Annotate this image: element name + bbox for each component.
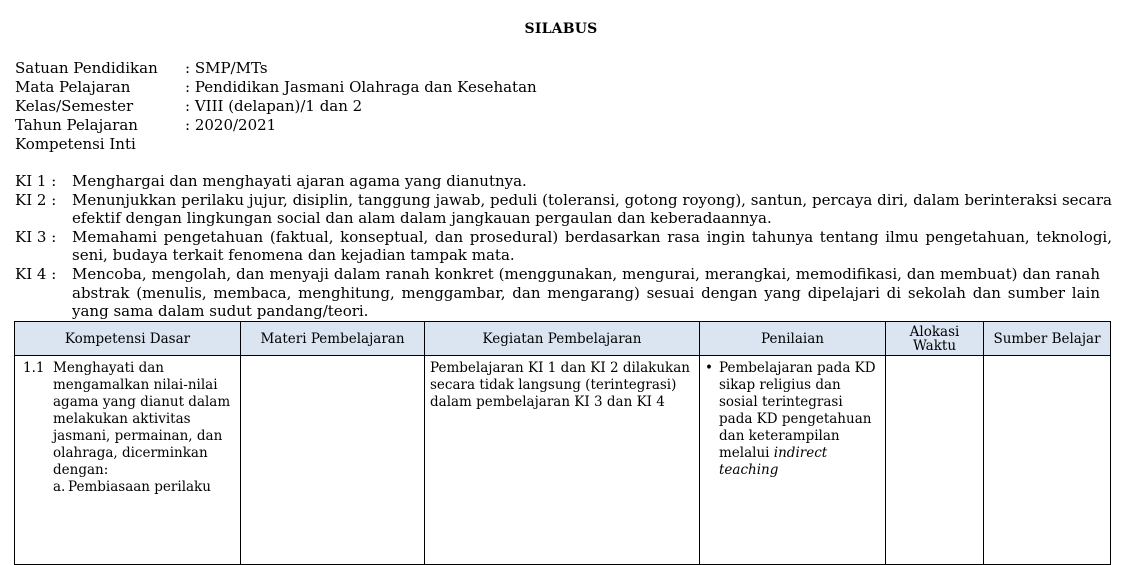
ki-item bbox=[15, 172, 1112, 191]
ki-text: Memahami pengetahuan (faktual, konseptual, dan prosedural) berdasarkan rasa ingin tahunya tentang ilmu pengetahuan, teknologi, seni, budaya terkait fenomena dan kejadian tampak mata. bbox=[72, 227, 1112, 265]
meta-label: Kelas/Semester bbox=[15, 97, 134, 115]
ki-item bbox=[15, 265, 1112, 321]
kompetensi-inti-list bbox=[15, 172, 1112, 321]
kd-sub-text: Pembiasaan perilaku bbox=[68, 479, 211, 495]
ki-label: KI 1 : bbox=[15, 172, 57, 190]
header-materi: Materi Pembelajaran bbox=[241, 322, 425, 356]
ki-text: Menunjukkan perilaku jujur, disiplin, tanggung jawab, peduli (toleransi, gotong royong), santun, percaya diri, dalam berinteraksi secara efektif dengan lingkungan social dan alam dalam jangkauan pergaulan dan keberadaannya. bbox=[72, 190, 1112, 228]
meta-label: Kompetensi Inti bbox=[15, 135, 136, 153]
meta-label: Satuan Pendidikan bbox=[15, 59, 158, 77]
cell-sumber bbox=[984, 356, 1111, 565]
ki-label: KI 4 : bbox=[15, 264, 57, 283]
kd-text: Menghayati dan mengamalkan nilai-nilai agama yang dianut dalam melakukan aktivitas jasmani, permainan, dan olahraga, dicerminkan dengan: bbox=[53, 360, 231, 478]
ki-text: Mencoba, mengolah, dan menyaji dalam ranah konkret (menggunakan, mengurai, merangkai, memodifikasi, dan membuat) dan ranah abstrak (menulis, membaca, menghitung, menggambar, dan mengarang) sesuai dengan yang dipelajari di sekolah dan sumber lain yang sama dalam sudut pandang/teori. bbox=[72, 264, 1100, 321]
header-alokasi: Alokasi Waktu bbox=[886, 322, 984, 356]
ki-label: KI 2 : bbox=[15, 190, 57, 209]
header-sumber: Sumber Belajar bbox=[984, 322, 1111, 356]
header-kompetensi-dasar: Kompetensi Dasar bbox=[15, 322, 241, 356]
table-row bbox=[15, 356, 1111, 565]
meta-value: : 2020/2021 bbox=[185, 116, 277, 134]
cell-kegiatan: Pembelajaran KI 1 dan KI 2 dilakukan secara tidak langsung (terintegrasi) dalam pembelajaran KI 3 dan KI 4 bbox=[425, 356, 700, 565]
silabus-table bbox=[14, 321, 1111, 565]
penilaian-text: Pembelajaran pada KD sikap religius dan sosial terintegrasi pada KD pengetahuan dan keterampilan melalui bbox=[719, 360, 876, 461]
meta-value: : Pendidikan Jasmani Olahraga dan Kesehatan bbox=[185, 78, 537, 96]
cell-kompetensi-dasar bbox=[15, 356, 241, 565]
penilaian-italic: indirect teaching bbox=[719, 445, 828, 478]
meta-value: : SMP/MTs bbox=[185, 59, 268, 77]
meta-value: : VIII (delapan)/1 dan 2 bbox=[185, 97, 363, 115]
table-header-row bbox=[15, 322, 1111, 356]
header-penilaian: Penilaian bbox=[700, 322, 886, 356]
meta-label: Tahun Pelajaran bbox=[15, 116, 138, 134]
kd-number: 1.1 bbox=[23, 360, 45, 376]
kd-sub-label: a. bbox=[53, 479, 66, 495]
bullet-icon: • bbox=[705, 360, 713, 376]
header-kegiatan: Kegiatan Pembelajaran bbox=[425, 322, 700, 356]
meta-label: Mata Pelajaran bbox=[15, 78, 131, 96]
cell-alokasi bbox=[886, 356, 984, 565]
ki-item bbox=[15, 191, 1112, 228]
cell-materi bbox=[241, 356, 425, 565]
cell-penilaian bbox=[700, 356, 886, 565]
ki-text: Menghargai dan menghayati ajaran agama yang dianutnya. bbox=[72, 172, 527, 190]
document-title: SILABUS bbox=[524, 21, 598, 37]
ki-label: KI 3 : bbox=[15, 227, 57, 246]
ki-item bbox=[15, 228, 1112, 265]
